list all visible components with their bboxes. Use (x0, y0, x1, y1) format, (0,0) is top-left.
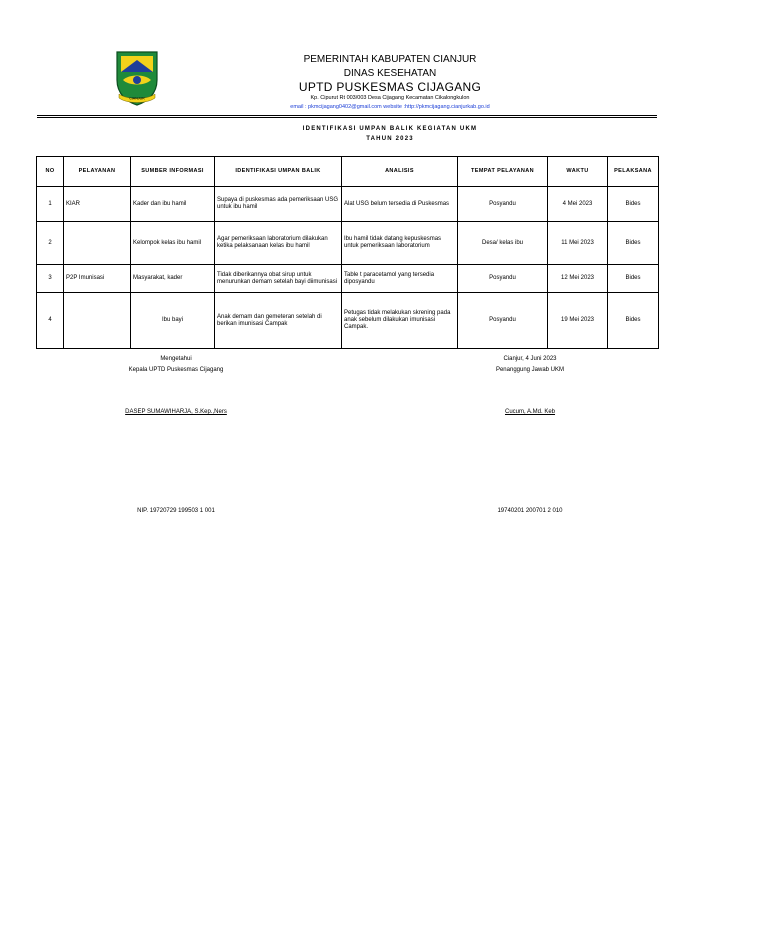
header-department: DINAS KESEHATAN (343, 68, 437, 79)
table-row (37, 187, 659, 222)
table-row (37, 293, 659, 349)
header-divider (37, 115, 657, 116)
signature-right-label2: Penanggung Jawab UKM (495, 367, 565, 373)
cianjur-regency-emblem (113, 50, 161, 106)
cell-pelaksana: Bides (608, 265, 659, 293)
cell-identifikasi: Anak demam dan gemeteran setelah di berikan imunisasi Campak (215, 293, 342, 349)
signature-left-label1: Mengetahui (160, 356, 192, 362)
header-address: Kp. Cipurut Rt 003/003 Desa Cijagang Kecamatan Cikalongkulon (310, 95, 470, 101)
header-government: PEMERINTAH KABUPATEN CIANJUR (303, 54, 477, 65)
document-title: IDENTIFIKASI UMPAN BALIK KEGIATAN UKM (302, 126, 478, 132)
cell-identifikasi: Agar pemeriksaan laboratorium dilakukan ketika pelaksanaan kelas ibu hamil (215, 222, 342, 265)
cell-tempat: Desa/ kelas ibu (458, 222, 548, 265)
column-header: SUMBER INFORMASI (131, 157, 215, 187)
cell-waktu: 19 Mei 2023 (548, 293, 608, 349)
cell-waktu: 11 Mei 2023 (548, 222, 608, 265)
cell-analisis: Table t paracetamol yang tersedia diposyandu (342, 265, 458, 293)
signature-left-label2: Kepala UPTD Puskesmas Cijagang (128, 367, 224, 373)
cell-tempat: Posyandu (458, 293, 548, 349)
cell-pelaksana: Bides (608, 293, 659, 349)
cell-pelayanan (64, 293, 131, 349)
signature-left-name: DASEP SUMAWIHARJA, S.Kep.,Ners (125, 409, 227, 415)
logo-text: CIANJUR (129, 96, 145, 101)
column-header: PELAYANAN (64, 157, 131, 187)
column-header: PELAKSANA (608, 157, 659, 187)
cell-tempat: Posyandu (458, 265, 548, 293)
cell-sumber: Masyarakat, kader (131, 265, 215, 293)
table-row (37, 222, 659, 265)
cell-waktu: 12 Mei 2023 (548, 265, 608, 293)
signature-right-nip: 19740201 200701 2 010 (497, 508, 563, 514)
cell-tempat: Posyandu (458, 187, 548, 222)
cell-pelayanan: KIAR (64, 187, 131, 222)
cell-sumber: Kelompok kelas ibu hamil (131, 222, 215, 265)
signature-right-name: Cucum, A.Md. Keb (504, 409, 556, 415)
cell-pelaksana: Bides (608, 222, 659, 265)
cell-pelayanan: P2P Imunisasi (64, 265, 131, 293)
cell-waktu: 4 Mei 2023 (548, 187, 608, 222)
header-institution: UPTD PUSKESMAS CIJAGANG (298, 80, 482, 94)
cell-identifikasi: Tidak diberikannya obat sirup untuk menurunkan demam setelah bayi diimunisasi (215, 265, 342, 293)
cell-no: 2 (37, 222, 64, 265)
header-contact[interactable]: email : pkmcijagang0402@gmail.com website :http://pkmcijagang.cianjurkab.go.id (290, 104, 490, 110)
cell-identifikasi: Supaya di puskesmas ada pemeriksaan USG untuk ibu hamil (215, 187, 342, 222)
cell-pelaksana: Bides (608, 187, 659, 222)
column-header: IDENTIFIKASI UMPAN BALIK (215, 157, 342, 187)
cell-no: 3 (37, 265, 64, 293)
header-divider-thin (37, 117, 657, 118)
cell-sumber: Kader dan ibu hamil (131, 187, 215, 222)
cell-no: 4 (37, 293, 64, 349)
table-header-row (37, 157, 659, 187)
cell-no: 1 (37, 187, 64, 222)
column-header: TEMPAT PELAYANAN (458, 157, 548, 187)
cell-sumber: Ibu bayi (131, 293, 215, 349)
column-header: WAKTU (548, 157, 608, 187)
signature-left-nip: NIP. 19720729 199503 1 001 (137, 508, 215, 514)
signature-right-label1: Cianjur, 4 Juni 2023 (503, 356, 557, 362)
cell-analisis: Ibu hamil tidak datang kepuskesmas untuk pemeriksaan laboratorium (342, 222, 458, 265)
cell-analisis: Petugas tidak melakukan skrening pada anak sebelum dilakukan imunisasi Campak. (342, 293, 458, 349)
cell-analisis: Alat USG belum tersedia di Puskesmas (342, 187, 458, 222)
cell-pelayanan (64, 222, 131, 265)
column-header: ANALISIS (342, 157, 458, 187)
document-year: TAHUN 2023 (366, 136, 414, 142)
column-header: NO (37, 157, 64, 187)
table-row (37, 265, 659, 293)
feedback-table (36, 156, 659, 349)
